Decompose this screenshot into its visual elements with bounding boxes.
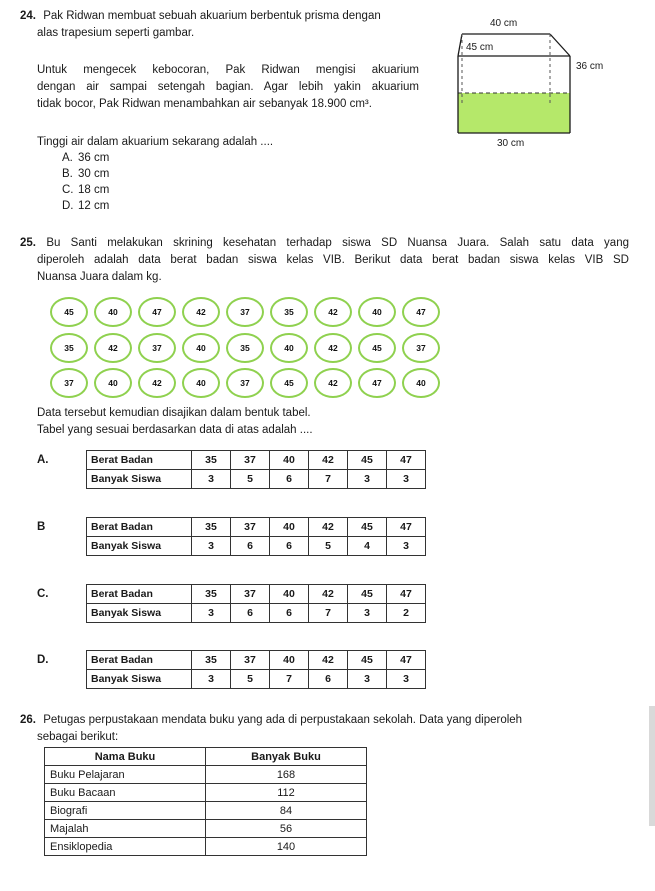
weight-circle: 37 xyxy=(50,368,88,398)
question-number: 24. xyxy=(20,10,36,22)
table-row: Majalah 56 xyxy=(45,820,367,838)
table-row: Biografi 84 xyxy=(45,802,367,820)
question-number: 26. xyxy=(20,714,36,726)
weight-circle: 35 xyxy=(270,297,308,327)
label-slant: 45 cm xyxy=(466,42,494,53)
question-text-line: Data tersebut kemudian disajikan dalam bentuk tabel. xyxy=(37,407,311,419)
table-row: Banyak Siswa 3 5 6 7 3 3 xyxy=(87,470,426,489)
question-text-line: dengan air sampai setengah bagian. Agar lebih yakin akuarium xyxy=(37,81,419,93)
aquarium-diagram xyxy=(432,6,632,156)
weight-circle: 42 xyxy=(94,333,132,363)
weight-circle: 37 xyxy=(226,368,264,398)
option-b-table[interactable] xyxy=(86,517,426,556)
weight-circle: 40 xyxy=(270,333,308,363)
option-b-label[interactable]: B xyxy=(37,521,46,533)
question-number: 25. xyxy=(20,237,36,249)
page-edge-shadow xyxy=(649,706,655,826)
option-c-table[interactable] xyxy=(86,584,426,623)
weight-circle: 42 xyxy=(314,333,352,363)
weight-circle: 47 xyxy=(138,297,176,327)
question-text-line: Bu Santi melakukan skrining kesehatan terhadap siswa SD Nuansa Juara. Salah satu data yang xyxy=(46,237,629,249)
weight-circle: 42 xyxy=(138,368,176,398)
question-text-line: alas trapesium seperti gambar. xyxy=(37,27,195,39)
weight-circle: 37 xyxy=(138,333,176,363)
table-row: Ensiklopedia 140 xyxy=(45,838,367,856)
question-prompt: Tinggi air dalam akuarium sekarang adalah .... xyxy=(37,136,274,148)
question-text-line: diperoleh adalah data berat badan siswa kelas VIB. Berikut data berat badan siswa kelas VIB SD xyxy=(37,254,629,266)
option-c[interactable]: C. 18 cm xyxy=(62,184,110,196)
option-d-label[interactable]: D. xyxy=(37,654,49,666)
weight-circle: 45 xyxy=(270,368,308,398)
question-text-line: sebagai berikut: xyxy=(37,731,119,743)
weight-circle: 40 xyxy=(358,297,396,327)
question-text-line: tidak bocor, Pak Ridwan menambahkan air sebanyak 18.900 cm³. xyxy=(37,98,372,110)
question-text-line: Pak Ridwan membuat sebuah akuarium berbentuk prisma dengan xyxy=(43,10,381,22)
question-text-line: Untuk mengecek kebocoran, Pak Ridwan mengisi akuarium xyxy=(37,64,419,76)
option-d-table[interactable] xyxy=(86,650,426,689)
weight-circle: 40 xyxy=(182,333,220,363)
weight-circle: 47 xyxy=(402,297,440,327)
option-d[interactable]: D. 12 cm xyxy=(62,200,110,212)
book-table xyxy=(44,747,367,856)
weight-circle: 42 xyxy=(314,368,352,398)
table-row: Buku Bacaan 112 xyxy=(45,784,367,802)
table-row: Berat Badan 35 37 40 42 45 47 xyxy=(87,651,426,670)
table-row: Banyak Siswa 3 6 6 7 3 2 xyxy=(87,604,426,623)
table-row: Berat Badan 35 37 40 42 45 47 xyxy=(87,451,426,470)
option-b[interactable]: B. 30 cm xyxy=(62,168,110,180)
weight-circle: 47 xyxy=(358,368,396,398)
label-top: 40 cm xyxy=(490,18,518,29)
weight-circle: 35 xyxy=(226,333,264,363)
weight-circle: 40 xyxy=(94,368,132,398)
table-row: Berat Badan 35 37 40 42 45 47 xyxy=(87,585,426,604)
weight-circle: 40 xyxy=(402,368,440,398)
table-row: Banyak Siswa 3 5 7 6 3 3 xyxy=(87,670,426,689)
table-row: Banyak Siswa 3 6 6 5 4 3 xyxy=(87,537,426,556)
option-a[interactable]: A. 36 cm xyxy=(62,152,110,164)
weight-circle: 42 xyxy=(314,297,352,327)
water-fill xyxy=(458,93,570,133)
option-a-table[interactable] xyxy=(86,450,426,489)
weight-circle: 40 xyxy=(94,297,132,327)
question-text-line: Petugas perpustakaan mendata buku yang ada di perpustakaan sekolah. Data yang diperoleh xyxy=(43,714,523,726)
question-text-line: Nuansa Juara dalam kg. xyxy=(37,271,162,283)
table-row: Berat Badan 35 37 40 42 45 47 xyxy=(87,518,426,537)
table-row: Buku Pelajaran 168 xyxy=(45,766,367,784)
weight-circle: 35 xyxy=(50,333,88,363)
weight-circle: 37 xyxy=(226,297,264,327)
label-bottom: 30 cm xyxy=(497,138,525,149)
label-height: 36 cm xyxy=(576,61,604,72)
weight-circle: 42 xyxy=(182,297,220,327)
weight-circle: 40 xyxy=(182,368,220,398)
weight-circle: 45 xyxy=(50,297,88,327)
table-header-row: Nama Buku Banyak Buku xyxy=(45,748,367,766)
question-prompt: Tabel yang sesuai berdasarkan data di atas adalah .... xyxy=(37,424,313,436)
weight-circle: 37 xyxy=(402,333,440,363)
option-a-label[interactable]: A. xyxy=(37,454,49,466)
weight-circle: 45 xyxy=(358,333,396,363)
option-c-label[interactable]: C. xyxy=(37,588,49,600)
